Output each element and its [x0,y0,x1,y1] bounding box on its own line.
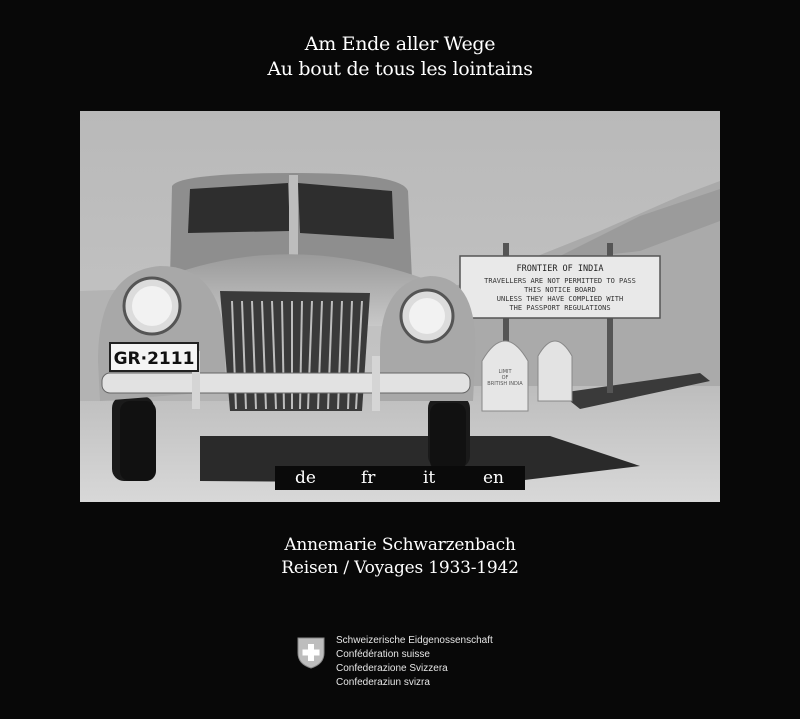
lang-fr-link[interactable]: fr [361,468,376,488]
hero-photo [80,111,720,502]
confederation-names [336,634,493,690]
swiss-shield-icon [297,637,325,669]
lang-it-link[interactable]: it [423,468,436,488]
sign-line-4: UNLESS THEY HAVE COMPLIED WITH [496,295,624,303]
author-name: Annemarie Schwarzenbach [284,535,516,555]
language-switcher [275,466,525,490]
sign-line-3: THIS NOTICE BOARD [524,286,596,294]
travel-years: Reisen / Voyages 1933-1942 [281,558,519,578]
license-plate: GR·2111 [113,349,195,369]
confederation-name-it: Confederazione Svizzera [336,663,448,674]
page-title [0,32,800,82]
stone-text-2: OF [501,375,509,381]
sign-line-5: THE PASSPORT REGULATIONS [509,304,611,312]
confederation-footer [297,634,537,694]
stone-text-3: BRITISH INDIA [487,381,523,387]
title-line-fr: Au bout de tous les lointains [267,58,533,80]
sign-line-2: TRAVELLERS ARE NOT PERMITTED TO PASS [484,277,636,285]
stone-text-1: LIMIT [498,369,512,375]
confederation-name-de: Schweizerische Eidgenossenschaft [336,635,493,646]
hero-photo-illustration [80,111,720,502]
lang-de-link[interactable]: de [295,468,316,488]
page-subtitle [0,534,800,580]
confederation-name-rm: Confederaziun svizra [336,677,430,688]
title-line-de: Am Ende aller Wege [304,33,496,55]
lang-en-link[interactable]: en [483,468,505,488]
sign-line-1: FRONTIER OF INDIA [516,264,604,274]
confederation-name-fr: Confédération suisse [336,649,430,660]
